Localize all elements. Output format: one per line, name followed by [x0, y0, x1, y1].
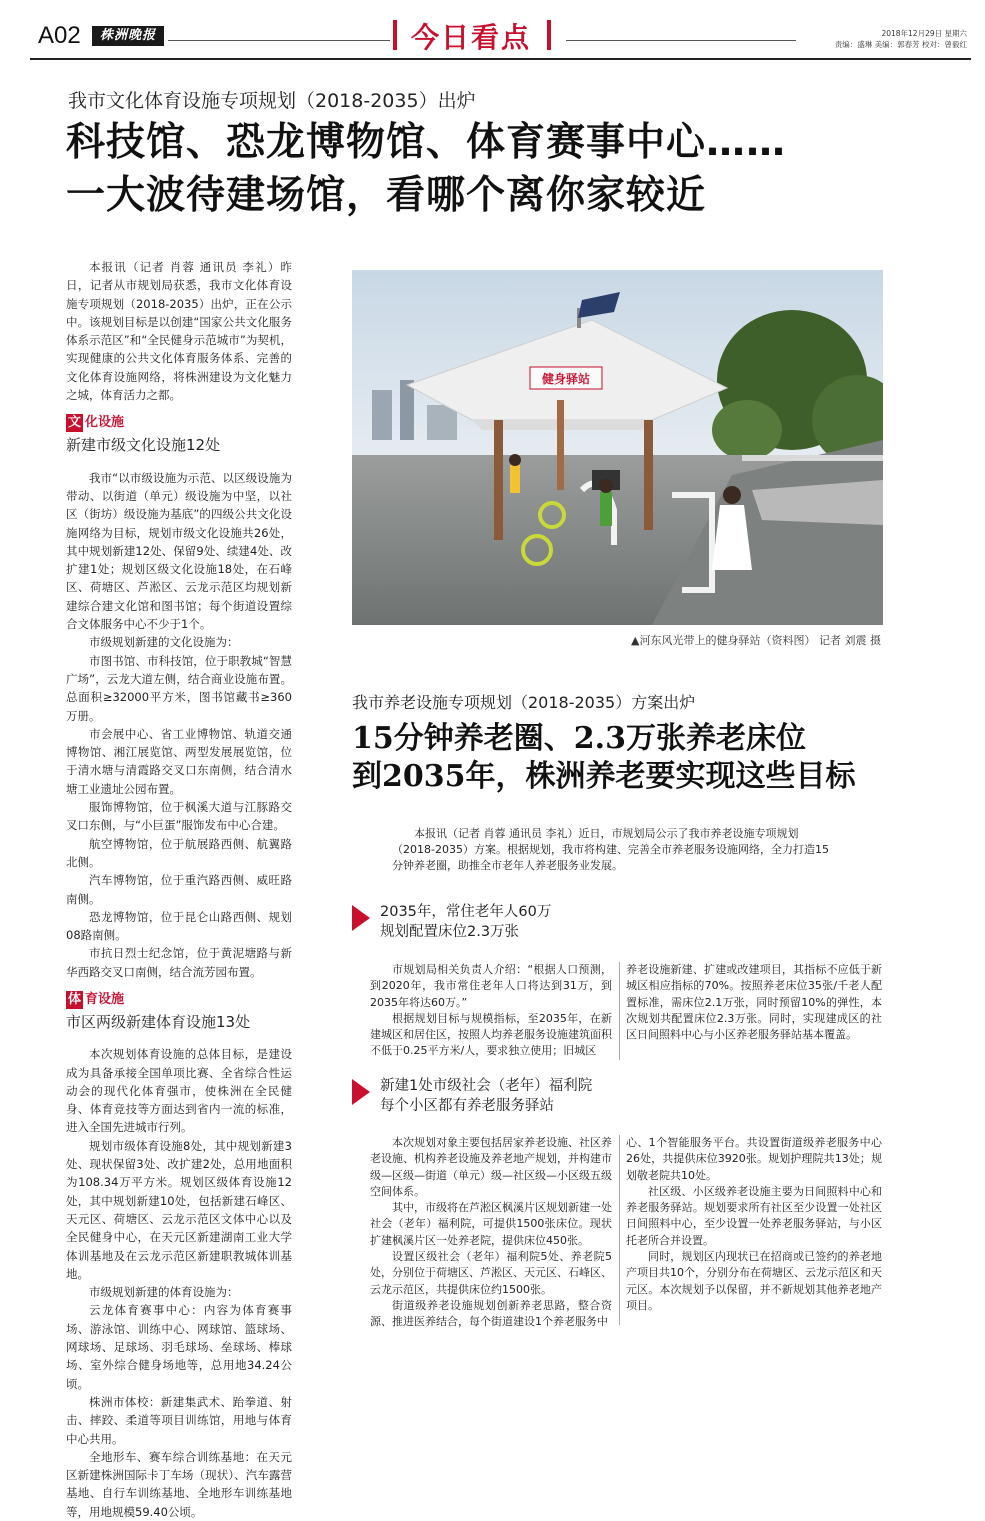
sports-tag: 体: [68, 991, 82, 1007]
paragraph: 市规划局相关负责人介绍：“根据人口预测，到2020年，我市常住老年人口将达到31万，到2035年将达60万。”: [370, 963, 612, 1009]
paragraph: 同时，规划区内现状已在招商或已签约的养老地产项目共10个，分别分布在荷塘区、云龙示范区和天元区。本次规划予以保留，并不新规划其他养老地产项目。: [626, 1250, 882, 1312]
sports-tag-rest: 育设施: [85, 991, 125, 1007]
paragraph: 规划市级体育设施8处，其中规划新建3处、现状保留3处、改扩建2处，总用地面积为108.34万平方米。规划区级体育设施12处，其中规划新建10处，包括新建石峰区、天元区、荷塘区、云龙示范区文体中心以及全民健身中心，在天元区新建湖南工业大学体训基地及在云龙示范区新建职教城体训基地。: [66, 1138, 292, 1281]
story1-headline: [66, 116, 786, 222]
culture-subtitle: 新建市级文化设施12处: [66, 436, 221, 455]
paragraph: 设置区级社会（老年）福利院5处、养老院5处，分别位于荷塘区、芦淞区、天元区、石峰区、云龙示范区，共提供床位约1500张。: [370, 1250, 612, 1296]
paragraph: 根据规划目标与规模指标，至2035年，在新建城区和居住区，按照人均养老服务设施建筑面积不低于0.25平方米/人，要求独立使用；旧城区: [370, 1011, 612, 1058]
story2-sub1-right: [626, 962, 882, 1043]
column-divider: [619, 1135, 620, 1325]
paragraph: 本次规划体育设施的总体目标，是建设成为具备承接全国单项比赛、全省综合性运动会的现代化体育强市，使株洲在全民健身、体育竞技等方面达到省内一流的标准，进入全国先进城市行列。: [66, 1047, 292, 1135]
header-rule-right: [566, 40, 796, 41]
subhead-1-line1: 2035年，常住老年人60万: [380, 904, 552, 920]
section-bar-left: [393, 20, 397, 50]
story2-sub2-right: [626, 1135, 882, 1314]
paragraph: 其中，市级将在芦淞区枫溪片区规划新建一处社会（老年）福利院，可提供1500张床位。现状扩建枫溪片区一处养老院，提供床位450张。: [370, 1201, 612, 1247]
issue-date: 2018年12月29日 星期六: [881, 29, 967, 38]
story2-lead-text: 本报讯（记者 肖蓉 通讯员 李礼）近日，市规划局公示了我市养老设施专项规划（2018-2035）方案。根据规划，我市将构建、完善全市养老服务设施网络，全力打造15分钟养老圈，助推全市老年人养老服务业发展。: [392, 827, 829, 872]
section-title: 今日看点: [411, 21, 532, 54]
paragraph: 航空博物馆，位于航展路西侧、航翼路北侧。: [66, 836, 292, 869]
sports-subtitle: 市区两级新建体育设施13处: [66, 1012, 251, 1031]
subhead-1-line2: 规划配置床位2.3万张: [380, 924, 520, 940]
photo-caption: ▲河东风光带上的健身驿站（资料图） 记者 刘震 摄: [631, 634, 881, 647]
culture-subhead: [66, 414, 292, 432]
story2-subhead-1: [352, 902, 551, 942]
story2-headline-line2: 到2035年，株洲养老要实现这些目标: [352, 759, 856, 794]
paragraph: 全地形车、赛车综合训练基地：在天元区新建株洲国际卡丁车场（现状）、汽车露营基地、自行车训练基地、全地形车训练基地等，用地规模59.40公顷。: [66, 1449, 292, 1519]
editors-credit: 责编：盛琳 美编：郭春芳 校对：曾毅红: [834, 40, 967, 49]
section-label: [393, 14, 551, 54]
paragraph: 本次规划对象主要包括居家养老设施、社区养老设施、机构养老设施及养老地产规划，并构建市级—区级—街道（单元）级—社区级—小区级五级空间体系。: [370, 1136, 612, 1198]
paragraph: 株洲市体校：新建集武术、跆拳道、射击、摔跤、柔道等项目训练馆，用地与体育中心共用。: [66, 1394, 292, 1446]
story2-headline-line1: 15分钟养老圈、2.3万张养老床位: [352, 721, 806, 756]
subhead-2-line1: 新建1处市级社会（老年）福利院: [380, 1078, 593, 1094]
story2-lead: [392, 826, 832, 874]
culture-tag-rest: 化设施: [85, 415, 125, 431]
story2-subhead-2: [352, 1076, 592, 1116]
paragraph: 街道级养老设施规划创新养老思路，整合资源、推进医养结合，每个街道建设1个养老服务中: [370, 1298, 612, 1329]
paragraph: 我市“以市级设施为示范、以区级设施为带动、以街道（单元）级设施为中坚，以社区（街坊）级设施为基底”的四级公共文化设施网络为目标，规划市级文化设施共26处，其中规划新建12处、保留9处、续建4处、改扩建1处；规划区级文化设施18处，在石峰区、荷塘区、芦淞区、云龙示范区均规划新建综合建文化馆和图书馆；每个街道设置综合文体服务中心不少于1个。: [66, 470, 292, 632]
paragraph: 社区级、小区级养老设施主要为日间照料中心和养老服务驿站。规划要求所有社区至少设置一处社区日间照料中心，至少设置一处养老服务驿站，与小区托老所合并设置。: [626, 1184, 882, 1247]
fitness-station-photo: [352, 270, 883, 625]
story2-sub1-left: [370, 962, 612, 1060]
paragraph: 养老设施新建、扩建或改建项目，其指标不应低于新城区相应指标的70%。按照养老床位35张/千老人配置标准，需床位2.1万张，同时预留10%的弹性，本次规划共配置床位2.3万张。同时，实现建成区的社区日间照料中心与小区养老服务驿站基本覆盖。: [626, 963, 882, 1042]
paragraph: 汽车博物馆，位于重汽路西侧、威旺路南侧。: [66, 873, 292, 906]
subhead-marker: [352, 1079, 370, 1105]
subhead-2-line2: 每个小区都有养老服务驿站: [380, 1098, 554, 1114]
story1-headline-line2: 一大波待建场馆，看哪个离你家较近: [66, 173, 707, 218]
culture-tag: 文: [68, 415, 82, 431]
masthead-rule: [30, 58, 971, 60]
story2-headline: [352, 720, 856, 796]
column-divider: [619, 962, 620, 1060]
page-number: A02: [38, 22, 81, 49]
story1-column: [66, 258, 292, 1521]
paragraph: 市级规划新建的体育设施为：: [89, 1285, 239, 1300]
paragraph: 服饰博物馆，位于枫溪大道与江豚路交叉口东侧，与“小巨蛋”服饰发布中心合建。: [66, 800, 292, 833]
subhead-marker: [352, 905, 370, 931]
story1-headline-line1: 科技馆、恐龙博物馆、体育赛事中心……: [66, 120, 787, 165]
story1-intro: 本报讯（记者 肖蓉 通讯员 李礼）昨日，记者从市规划局获悉，我市文化体育设施专项规划（2018-2035）出炉，正在公示中。该规划目标是以创建“国家公共文化服务体系示范区”和“全民健身示范城市”为契机，实现健康的公共文化体育服务体系、完善的文化体育设施网络，将株洲建设为文化魅力之城，体育活力之都。: [66, 260, 292, 403]
paragraph: 市抗日烈士纪念馆，位于黄泥塘路与新华西路交叉口南侧，结合流芳园布置。: [66, 946, 292, 979]
paragraph: 市级规划新建的文化设施为：: [89, 635, 239, 650]
story2-sub2-left: [370, 1135, 612, 1331]
header-rule-left: [168, 40, 390, 41]
paper-logo: 株洲晚报: [92, 26, 164, 46]
paragraph: 恐龙博物馆，位于昆仑山路西侧、规划08路南侧。: [66, 909, 292, 943]
paragraph: 市图书馆、市科技馆，位于职教城“智慧广场”，云龙大道左侧，结合商业设施布置。总面积≥32000平方米，图书馆藏书≥360万册。: [66, 653, 292, 723]
story2-kicker: 我市养老设施专项规划（2018-2035）方案出炉: [352, 693, 696, 712]
photo-sign-text: 健身驿站: [541, 372, 591, 386]
story1-kicker: 我市文化体育设施专项规划（2018-2035）出炉: [68, 90, 476, 112]
paragraph: 心、1个智能服务平台。共设置街道级养老服务中心26处，共提供床位3920张。规划护理院共13处；规划敬老院共10处。: [626, 1136, 882, 1182]
photo-illustration: [352, 270, 883, 625]
paragraph: 云龙体育赛事中心：内容为体育赛事场、游泳馆、训练中心、网球馆、篮球场、网球场、足球场、羽毛球场、垒球场、棒球场、室外综合健身场地等，总用地34.24公顷。: [66, 1303, 292, 1391]
section-bar-right: [547, 20, 551, 50]
sports-subhead: [66, 991, 292, 1009]
paragraph: 市会展中心、省工业博物馆、轨道交通博物馆、湘江展览馆、两型发展展览馆，位于清水塘与清霞路交叉口东南侧，结合清水塘工业遗址公园布置。: [66, 726, 292, 796]
